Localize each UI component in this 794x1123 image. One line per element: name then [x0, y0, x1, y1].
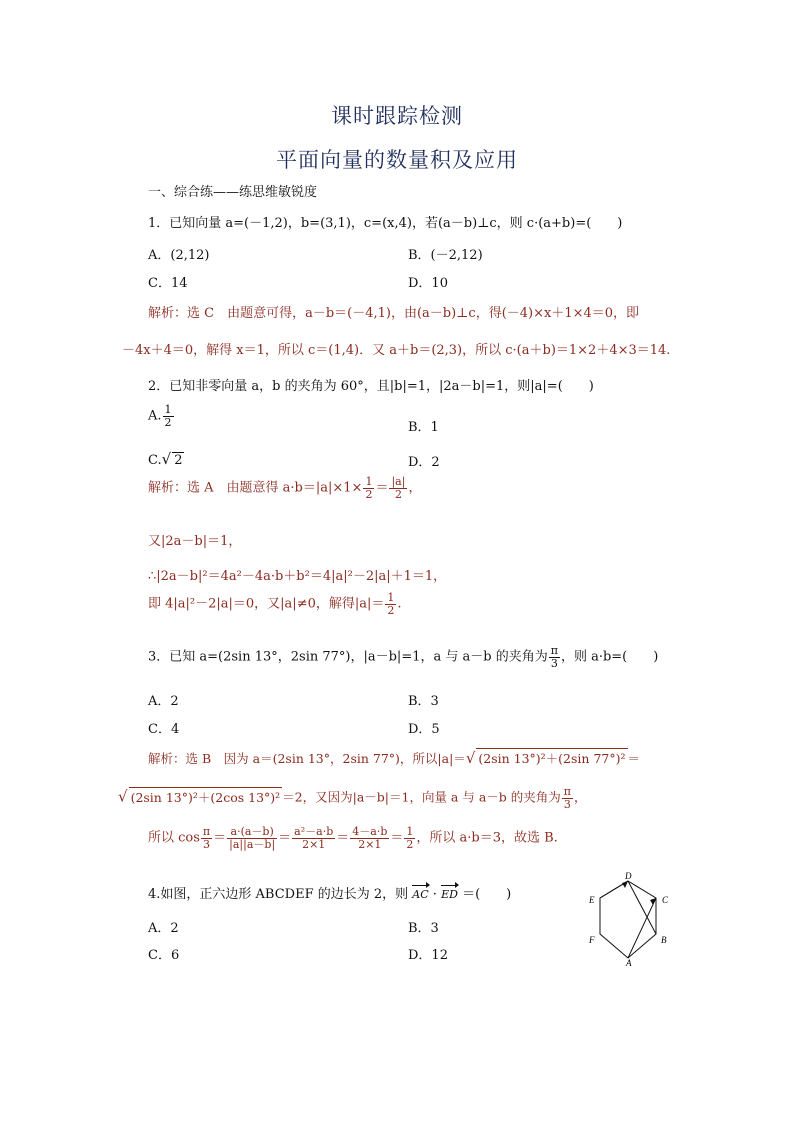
vector-ed: ED — [441, 888, 458, 901]
q2-option-b: B．1 — [408, 420, 439, 435]
arrowhead-d — [622, 881, 628, 888]
label-d: D — [625, 871, 632, 881]
q1-answer-line-1: 解析：选 C 由题意可得，a－b＝(－4,1)，由(a－b)⊥c，得(－4)×x＋1×4＝0，即 — [148, 306, 640, 321]
section-heading: 一、综合练——练思维敏锐度 — [148, 185, 318, 200]
q3-answer-line-1: 解析：选 B 因为 a＝(2sin 13°，2sin 77°)，所以|a|＝√ (2sin 13°)²＋(2sin 77°)² ＝ — [148, 749, 641, 767]
q4-option-c: C．6 — [148, 948, 180, 963]
page-title: 课时跟踪检测 — [331, 104, 463, 128]
label-b: B — [661, 935, 667, 945]
label-e: E — [589, 895, 595, 905]
hexagon-figure — [582, 870, 678, 970]
q4-option-b: B．3 — [408, 921, 439, 936]
q2-answer-line-2: 又|2a－b|＝1， — [148, 534, 242, 549]
q3-answer-line-3: 所以 cos $\frac{\pi}{3}$ ＝ $\frac{a\cdot(a-b)}{|a||a-b|}$ ＝ $\frac{\text{a²－a·b}}{2\times 1}$ ＝ $\frac{4-a\cdot b}{2\times 1}$ ＝ $\frac{1}{2}$ ，所以 a·b＝3，故选 B. — [148, 825, 558, 851]
q4-option-d: D．12 — [408, 948, 448, 963]
label-c: C — [662, 895, 669, 905]
arrowhead-c — [650, 898, 656, 905]
q2-option-c: C.√ 2 — [148, 450, 183, 468]
q3-answer-line-2: √ (2sin 13°)²＋(2cos 13°)² ＝2，又因为|a－b|＝1，向量 a 与 a－b 的夹角为 $\frac{\pi}{3}$ ， — [118, 785, 587, 811]
q1-option-c: C．14 — [148, 276, 188, 291]
label-f: F — [589, 935, 595, 945]
vector-ac: AC — [412, 888, 429, 901]
q3-option-a: A．2 — [148, 694, 179, 709]
q2-option-a: A. $\frac{1}{2}$ — [148, 403, 172, 429]
q1-option-a: A．(2,12) — [148, 248, 210, 263]
page-subtitle: 平面向量的数量积及应用 — [276, 148, 518, 172]
label-a: A — [626, 958, 632, 968]
q1-option-b: B．(－2,12) — [408, 248, 483, 263]
q1-stem: 1．已知向量 a=(－1,2)，b=(3,1)，c=(x,4)，若(a－b)⊥c，则 c·(a+b)=( ) — [148, 216, 623, 231]
q2-stem: 2．已知非零向量 a，b 的夹角为 60°，且|b|=1，|2a－b|=1，则|a|=( ) — [148, 379, 594, 394]
q3-stem: 3．已知 a=(2sin 13°，2sin 77°)，|a－b|=1，a 与 a－b 的夹角为 $\frac{\pi}{3}$ ，则 a·b=( ) — [148, 644, 659, 670]
q2-answer-line-1: 解析：选 A 由题意得 a·b＝|a|×1× $\frac{1}{2}$ ＝ $\frac{|a|}{2}$ ， — [148, 475, 422, 501]
q1-answer-line-2: －4x＋4＝0，解得 x＝1，所以 c＝(1,4)．又 a＋b＝(2,3)，所以 c·(a＋b)＝1×2＋4×3＝14. — [122, 343, 671, 358]
q2-option-d: D．2 — [408, 455, 440, 470]
q3-option-c: C．4 — [148, 722, 180, 737]
q1-option-d: D．10 — [408, 276, 448, 291]
q2-answer-line-4: 即 4|a|²－2|a|＝0，又|a|≠0，解得|a|＝ $\frac{1}{2}$ . — [148, 591, 402, 617]
q4-stem: 4.如图，正六边形 ABCDEF 的边长为 2，则 AC · ED ＝( ) — [148, 887, 512, 902]
q3-option-d: D．5 — [408, 722, 440, 737]
q4-option-a: A．2 — [148, 921, 179, 936]
q3-option-b: B．3 — [408, 694, 439, 709]
q2-answer-line-3: ∴|2a－b|²＝4a²－4a·b＋b²＝4|a|²－2|a|＋1＝1， — [148, 569, 447, 584]
